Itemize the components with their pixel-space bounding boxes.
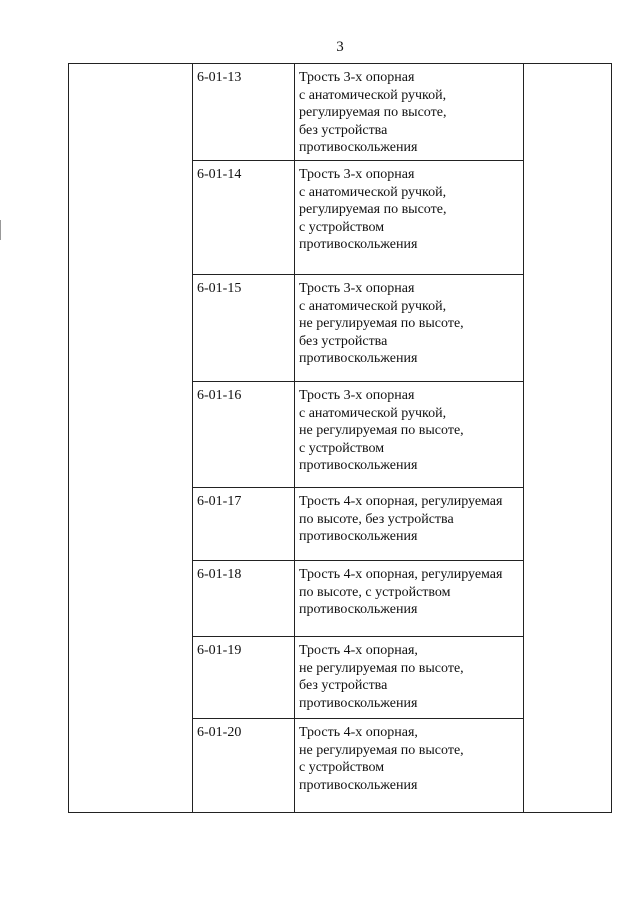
code-cell: 6-01-18 — [193, 561, 295, 637]
description-cell — [295, 161, 524, 275]
code-cell: 6-01-19 — [193, 637, 295, 719]
description-line: с устройством — [299, 760, 385, 776]
description-line: противоскольжения — [299, 602, 418, 618]
code-cell: 6-01-14 — [193, 161, 295, 275]
empty-cell — [69, 161, 193, 275]
empty-cell — [69, 719, 193, 813]
description-line: противоскольжения — [299, 458, 418, 474]
description-line: Трость 3-х опорная — [299, 388, 415, 403]
description-cell — [295, 64, 524, 161]
description-line: с анатомической ручкой, — [299, 405, 447, 421]
description-line: с анатомической ручкой, — [299, 87, 447, 103]
empty-cell — [69, 382, 193, 488]
table-row — [69, 161, 612, 275]
description-line: противоскольжения — [299, 237, 418, 253]
empty-cell — [69, 275, 193, 382]
description-line: регулируемая по высоте, — [299, 105, 447, 121]
description-line: без устройства — [299, 678, 388, 694]
table-row — [69, 64, 612, 161]
description-line: без устройства — [299, 333, 388, 349]
code-cell: 6-01-16 — [193, 382, 295, 488]
empty-cell — [524, 161, 612, 275]
table-row — [69, 275, 612, 382]
description-line: по высоте, без устройства — [299, 511, 454, 527]
description-line: регулируемая по высоте, — [299, 202, 447, 218]
description-line: с устройством — [299, 219, 385, 235]
description-line: без устройства — [299, 122, 388, 138]
description-line: не регулируемая по высоте, — [299, 660, 464, 676]
empty-cell — [524, 719, 612, 813]
description-cell — [295, 637, 524, 719]
code-cell: 6-01-15 — [193, 275, 295, 382]
page-number: 3 — [336, 39, 344, 55]
empty-cell — [524, 275, 612, 382]
empty-cell — [524, 637, 612, 719]
description-cell — [295, 719, 524, 813]
description-line: Трость 3-х опорная — [299, 281, 415, 296]
description-line: противоскольжения — [299, 140, 418, 156]
description-line: с анатомической ручкой, — [299, 298, 447, 314]
table-body — [69, 64, 612, 813]
scan-artifact — [0, 220, 1, 240]
table-row — [69, 561, 612, 637]
empty-cell — [524, 382, 612, 488]
code-cell: 6-01-17 — [193, 488, 295, 561]
description-line: противоскольжения — [299, 777, 418, 793]
description-line: Трость 4-х опорная, — [299, 725, 418, 740]
empty-cell — [524, 64, 612, 161]
empty-cell — [69, 64, 193, 161]
description-cell — [295, 382, 524, 488]
description-line: Трость 4-х опорная, регулируемая — [299, 494, 503, 509]
code-cell: 6-01-20 — [193, 719, 295, 813]
description-line: Трость 4-х опорная, — [299, 643, 418, 658]
table-row — [69, 637, 612, 719]
description-line: с устройством — [299, 440, 385, 456]
description-line: не регулируемая по высоте, — [299, 742, 464, 758]
empty-cell — [524, 561, 612, 637]
empty-cell — [69, 488, 193, 561]
description-line: противоскольжения — [299, 695, 418, 711]
description-line: Трость 4-х опорная, регулируемая — [299, 567, 503, 582]
table-row — [69, 488, 612, 561]
code-cell: 6-01-13 — [193, 64, 295, 161]
description-line: не регулируемая по высоте, — [299, 316, 464, 332]
description-cell — [295, 488, 524, 561]
empty-cell — [69, 637, 193, 719]
description-line: противоскольжения — [299, 529, 418, 545]
description-line: не регулируемая по высоте, — [299, 423, 464, 439]
equipment-table — [68, 63, 612, 813]
empty-cell — [69, 561, 193, 637]
table-row — [69, 719, 612, 813]
table-row — [69, 382, 612, 488]
description-line: Трость 3-х опорная — [299, 167, 415, 182]
description-cell — [295, 561, 524, 637]
description-line: с анатомической ручкой, — [299, 184, 447, 200]
description-line: по высоте, с устройством — [299, 584, 451, 600]
description-cell — [295, 275, 524, 382]
description-line: Трость 3-х опорная — [299, 70, 415, 85]
empty-cell — [524, 488, 612, 561]
description-line: противоскольжения — [299, 351, 418, 367]
